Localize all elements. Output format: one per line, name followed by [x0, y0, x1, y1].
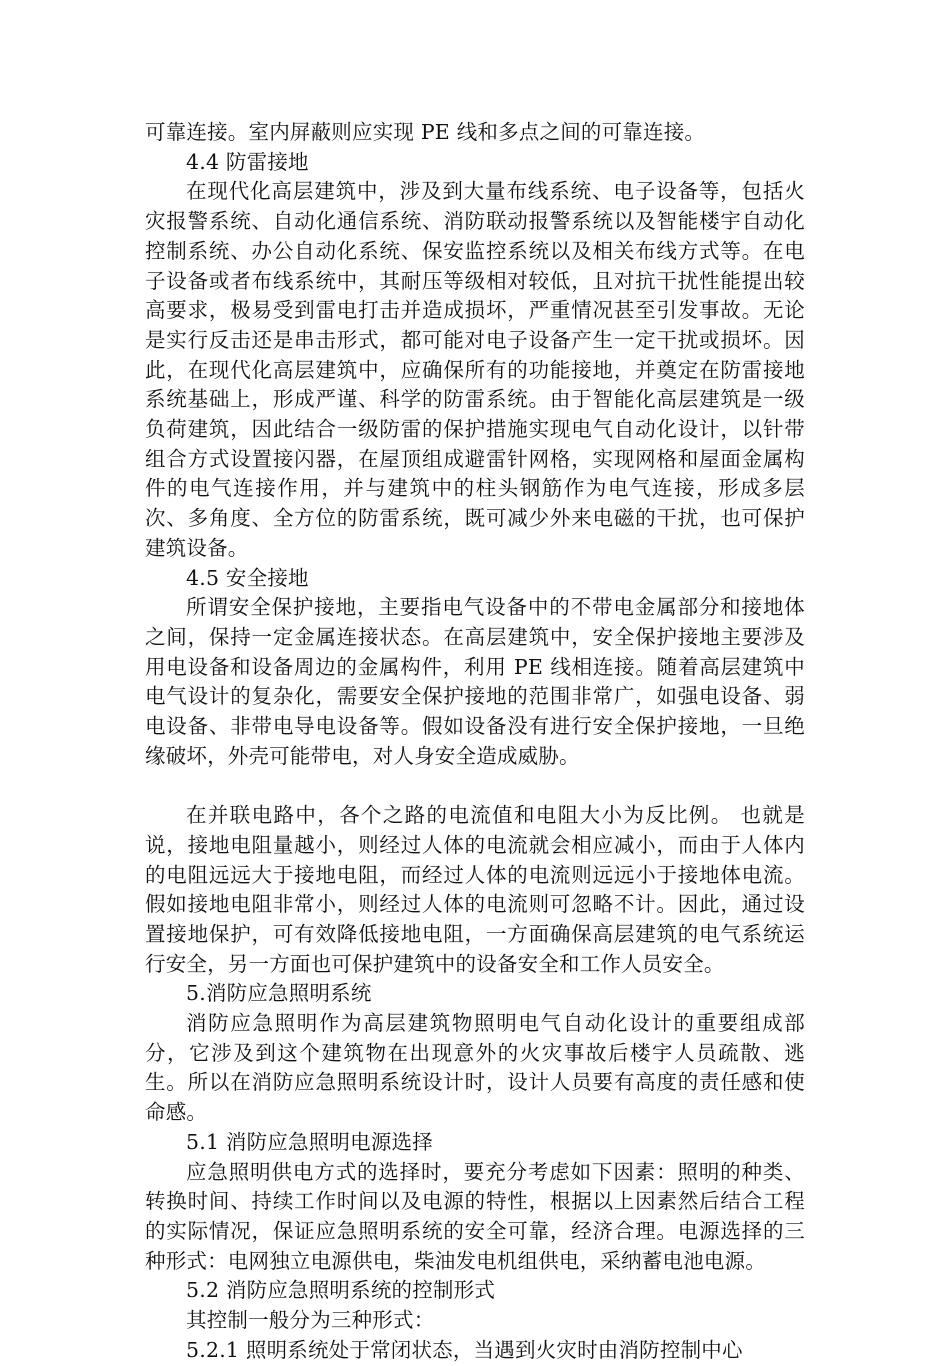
heading-4-5-safety-grounding: 4.5 安全接地: [186, 565, 309, 590]
blank-line: [145, 771, 805, 801]
document-page: [145, 118, 805, 1366]
paragraph-parallel-circuit: 在并联电路中，各个之路的电流值和电阻大小为反比例。 也就是说，接地电阻量越小，则经过人体的电流就会相应减小，而由于人体内的电阻远远大于接地电阻，而经过人体的电流则远远小于接地体电流。假如接地电阻非常小，则经过人体的电流则可忽略不计。因此，通过设置接地保护，可有效降低接地电阻，一方面确保高层建筑的电气系统运行安全，另一方面也可保护建筑中的设备安全和工作人员安全。: [145, 803, 805, 976]
heading-5-emergency-lighting: 5.消防应急照明系统: [186, 981, 372, 1006]
paragraph-emergency-lighting-intro: 消防应急照明作为高层建筑物照明电气自动化设计的重要组成部分，它涉及到这个建筑物在出现意外的火灾事故后楼宇人员疏散、逃生。所以在消防应急照明系统设计时，设计人员要有高度的责任感和使命感。: [145, 1011, 805, 1125]
heading-4-4-lightning-grounding: 4.4 防雷接地: [186, 149, 309, 174]
heading-5-1-power-selection: 5.1 消防应急照明电源选择: [186, 1129, 433, 1154]
paragraph-lightning-protection: 在现代化高层建筑中，涉及到大量布线系统、电子设备等，包括火灾报警系统、自动化通信系统、消防联动报警系统以及智能楼宇自动化控制系统、办公自动化系统、保安监控系统以及相关布线方式等。在电子设备或者布线系统中，其耐压等级相对较低，且对抗干扰性能提出较高要求，极易受到雷电打击并造成损坏，严重情况甚至引发事故。无论是实行反击还是串击形式，都可能对电子设备产生一定干扰或损坏。因此，在现代化高层建筑中，应确保所有的功能接地，并奠定在防雷接地系统基础上，形成严谨、科学的防雷系统。由于智能化高层建筑是一级负荷建筑，因此结合一级防雷的保护措施实现电气自动化设计，以针带组合方式设置接闪器，在屋顶组成避雷针网格，实现网格和屋面金属构件的电气连接作用，并与建筑中的柱头钢筋作为电气连接，形成多层次、多角度、全方位的防雷系统，既可减少外来电磁的干扰，也可保护建筑设备。: [145, 179, 805, 560]
heading-5-2-control-forms: 5.2 消防应急照明系统的控制形式: [186, 1278, 496, 1303]
paragraph-shielding-end: 可靠连接。室内屏蔽则应实现 PE 线和多点之间的可靠连接。: [145, 120, 706, 144]
paragraph-power-selection: 应急照明供电方式的选择时，要充分考虑如下因素：照明的种类、转换时间、持续工作时间以及电源的特性，根据以上因素然后结合工程的实际情况，保证应急照明系统的安全可靠，经济合理。电源选择的三种形式：电网独立电源供电，柴油发电机组供电，采纳蓄电池电源。: [145, 1159, 805, 1273]
line-5-2-1-normally-closed: 5.2.1 照明系统处于常闭状态，当遇到火灾时由消防控制中心: [186, 1337, 743, 1362]
line-control-three-forms: 其控制一般分为三种形式：: [186, 1308, 435, 1333]
paragraph-safety-grounding: 所谓安全保护接地，主要指电气设备中的不带电金属部分和接地体之间，保持一定金属连接状态。在高层建筑中，安全保护接地主要涉及用电设备和设备周边的金属构件，利用 PE 线相连接。随着高层建筑中电气设计的复杂化，需要安全保护接地的范围非常广，如强电设备、弱电设备、非带电导电设备等。假如设备没有进行安全保护接地，一旦绝缘破坏，外壳可能带电，对人身安全造成威胁。: [145, 595, 805, 768]
